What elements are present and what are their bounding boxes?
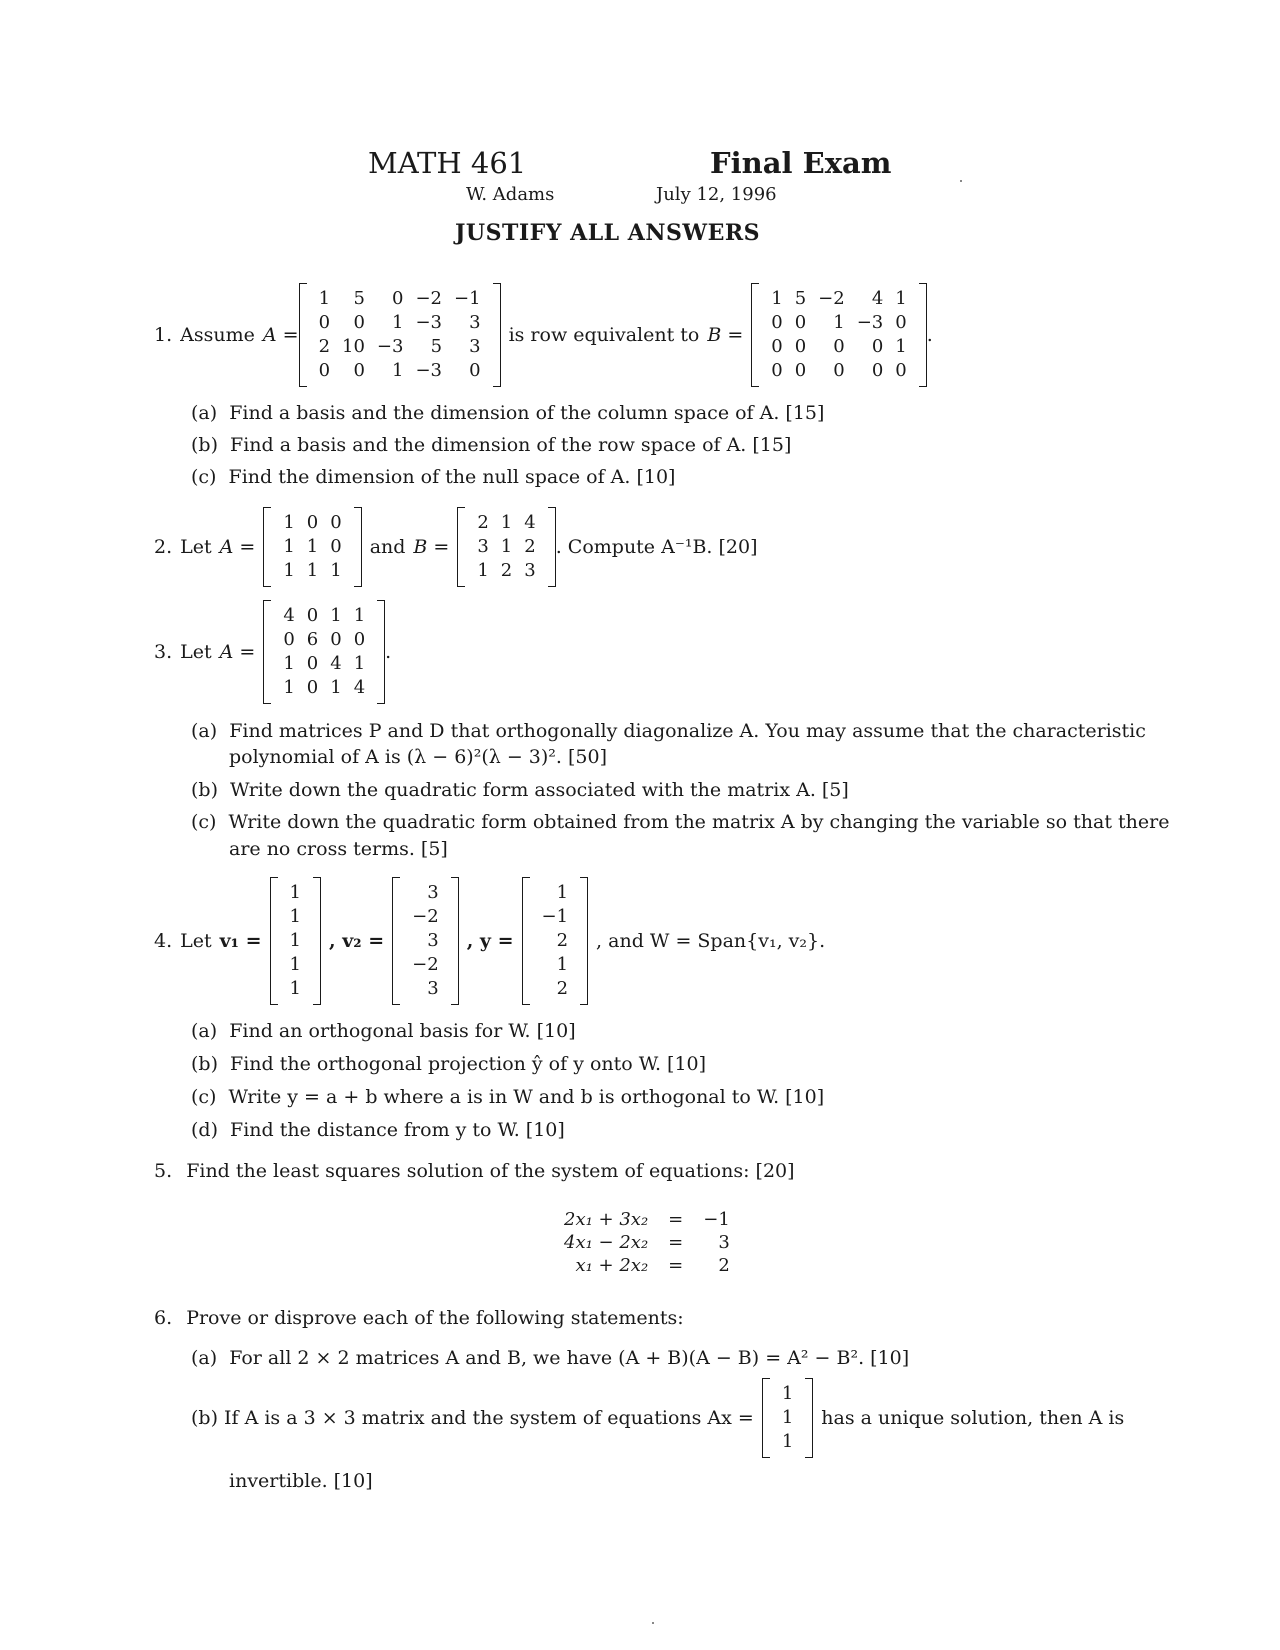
q6-part-a-label: (a) [191, 1347, 218, 1369]
matrix-entry: 0 [469, 360, 481, 382]
q4-v1-label: v₁ = [219, 929, 262, 952]
matrix-entry: 0 [306, 677, 319, 699]
matrix-entry: 0 [794, 360, 807, 382]
q4-part-d-label: (d) [191, 1119, 218, 1141]
q6-part-a [191, 1347, 909, 1370]
question-5-statement [154, 1160, 795, 1183]
matrix-entry: 2 [318, 336, 331, 358]
matrix-entry: −2 [412, 906, 439, 928]
q4-v2-label: , v₂ = [329, 929, 385, 952]
matrix-row [284, 881, 307, 905]
matrix-entry: −3 [376, 336, 404, 358]
q1-part-a-label: (a) [191, 402, 218, 424]
matrix-entry: 0 [871, 360, 884, 382]
q1-part-b-label: (b) [191, 434, 218, 456]
matrix-row [406, 977, 445, 1001]
matrix-entry: 0 [306, 605, 319, 627]
q4-part-a [191, 1020, 576, 1043]
matrix-row [277, 652, 371, 676]
matrix-entry: 2 [500, 560, 513, 582]
matrix-entry: 4 [524, 512, 536, 534]
matrix-entry: 1 [477, 560, 489, 582]
matrix-entry: 1 [283, 560, 295, 582]
q3-matrix-a [263, 600, 385, 704]
question-3-lead: Let [180, 640, 212, 663]
matrix-row [313, 287, 487, 311]
question-1-lead: Assume [180, 323, 255, 346]
matrix-entry: 1 [283, 536, 295, 558]
matrix-entry: 0 [895, 312, 907, 334]
q6-part-b-tail: has a unique solution, then A is [821, 1406, 1125, 1429]
matrix-entry: 10 [342, 336, 365, 358]
q4-part-b [191, 1053, 706, 1076]
matrix-entry: −3 [415, 360, 443, 382]
matrix-entry: 1 [771, 288, 783, 310]
q3-part-c-line2: are no cross terms. [5] [229, 838, 448, 860]
equation-rhs: 2 [718, 1254, 730, 1276]
matrix-entry: 1 [895, 336, 907, 358]
matrix-entry: 1 [318, 288, 331, 310]
question-4-number: 4. [154, 929, 173, 952]
q3-part-a-label: (a) [191, 720, 218, 742]
matrix-row [471, 511, 541, 535]
matrix-entry: 1 [353, 605, 366, 627]
equation-row [560, 1254, 734, 1277]
question-4-statement [154, 877, 833, 1005]
q4-part-c-label: (c) [191, 1086, 217, 1108]
equation-equals: = [668, 1231, 684, 1253]
matrix-row [406, 929, 445, 953]
matrix-entry: 4 [330, 653, 342, 675]
matrix-row [284, 977, 307, 1001]
matrix-entry: 0 [353, 312, 365, 334]
q1-matrix-b-label: B = [707, 323, 744, 346]
q3-part-b-label: (b) [191, 779, 218, 801]
matrix-entry: 0 [283, 629, 295, 651]
q6-part-b [191, 1378, 1132, 1458]
q1-end-period: . [926, 323, 933, 346]
question-5-number: 5. [154, 1160, 173, 1182]
matrix-entry: 1 [500, 512, 513, 534]
matrix-entry: −2 [415, 288, 443, 310]
matrix-entry: 0 [871, 336, 884, 358]
question-6-number: 6. [154, 1307, 173, 1329]
matrix-entry: 1 [330, 605, 342, 627]
matrix-entry: 3 [477, 536, 489, 558]
q2-compute-text: . Compute A⁻¹B. [20] [555, 535, 758, 558]
matrix-entry: 2 [556, 978, 569, 1000]
question-6-text: Prove or disprove each of the following statements: [186, 1307, 684, 1329]
matrix-row [284, 929, 307, 953]
matrix-row [776, 1382, 799, 1406]
matrix-entry: 0 [833, 336, 845, 358]
matrix-entry: 0 [794, 336, 807, 358]
matrix-entry: 2 [556, 930, 569, 952]
question-5-text: Find the least squares solution of the system of equations: [20] [186, 1160, 795, 1182]
matrix-entry: 0 [306, 512, 319, 534]
matrix-entry: 0 [353, 360, 365, 382]
q2-matrix-b [457, 507, 555, 587]
matrix-entry: 1 [392, 312, 404, 334]
q3-part-a-text: Find matrices P and D that orthogonally diagonalize A. You may assume that the characteristic [229, 720, 1146, 742]
equation-row [560, 1208, 734, 1231]
matrix-row [277, 676, 371, 700]
matrix-entry: 1 [781, 1431, 794, 1453]
matrix-entry: −2 [818, 288, 845, 310]
matrix-entry: 0 [330, 512, 342, 534]
matrix-entry: 0 [306, 653, 319, 675]
matrix-row [277, 559, 347, 583]
matrix-entry: 2 [477, 512, 489, 534]
matrix-row [313, 359, 487, 383]
matrix-row [284, 953, 307, 977]
matrix-entry: −1 [454, 288, 481, 310]
q1-part-a-text: Find a basis and the dimension of the column space of A. [15] [229, 402, 825, 424]
q4-span-text: , and W = Span{v₁, v₂}. [596, 929, 826, 952]
matrix-row [313, 311, 487, 335]
matrix-entry: 2 [524, 536, 536, 558]
question-6-statement [154, 1307, 684, 1330]
q4-part-b-label: (b) [191, 1053, 218, 1075]
q6-part-b-text: If A is a 3 × 3 matrix and the system of equations Ax = [224, 1406, 754, 1429]
q1-part-c-text: Find the dimension of the null space of A. [10] [228, 466, 676, 488]
q4-part-c [191, 1086, 824, 1109]
matrix-entry: 0 [353, 629, 366, 651]
matrix-row [765, 311, 912, 335]
q3-part-c-text: Write down the quadratic form obtained from the matrix A by changing the variable so that there [228, 811, 1170, 833]
question-3-number: 3. [154, 640, 173, 663]
q1-matrix-a [299, 283, 501, 387]
matrix-row [536, 881, 575, 905]
equation-rhs: −1 [703, 1208, 730, 1230]
q1-part-c [191, 466, 675, 489]
q2-matrix-b-label: B = [413, 535, 450, 558]
instruction-heading: JUSTIFY ALL ANSWERS [455, 220, 761, 246]
matrix-entry: −3 [415, 312, 443, 334]
matrix-entry: 1 [556, 882, 569, 904]
matrix-row [406, 953, 445, 977]
q2-matrix-a-label: A = [219, 535, 256, 558]
matrix-entry: 1 [895, 288, 907, 310]
matrix-entry: 1 [289, 978, 301, 1000]
matrix-entry: 3 [427, 882, 439, 904]
matrix-row [313, 335, 487, 359]
q5-equation-system [560, 1208, 734, 1277]
equation-rhs: 3 [718, 1231, 730, 1253]
matrix-entry: 0 [318, 360, 331, 382]
matrix-entry: 1 [289, 906, 301, 928]
q1-part-b-text: Find a basis and the dimension of the row space of A. [15] [230, 434, 792, 456]
matrix-entry: 1 [833, 312, 845, 334]
matrix-entry: 1 [289, 882, 301, 904]
matrix-entry: 1 [500, 536, 513, 558]
matrix-entry: 4 [353, 677, 366, 699]
q6-part-b-label: (b) [191, 1406, 218, 1429]
matrix-entry: 1 [781, 1383, 794, 1405]
matrix-row [536, 953, 575, 977]
q3-matrix-a-label: A = [219, 640, 256, 663]
q4-y-label: , y = [466, 929, 514, 952]
question-1-statement [154, 283, 933, 387]
equation-lhs: 2x₁ + 3x₂ [564, 1208, 649, 1230]
matrix-entry: 3 [427, 978, 439, 1000]
matrix-entry: 1 [392, 360, 404, 382]
q4-vector-v2 [392, 877, 459, 1005]
q1-part-a [191, 402, 824, 425]
matrix-row [536, 929, 575, 953]
matrix-entry: 1 [330, 677, 342, 699]
matrix-entry: 1 [556, 954, 569, 976]
matrix-row [406, 905, 445, 929]
matrix-entry: 1 [781, 1407, 794, 1429]
exam-title: Final Exam [710, 146, 892, 180]
matrix-entry: 0 [330, 536, 342, 558]
q3-part-c [191, 811, 1169, 834]
matrix-row [776, 1406, 799, 1430]
matrix-entry: 1 [283, 653, 295, 675]
q4-part-a-text: Find an orthogonal basis for W. [10] [229, 1020, 576, 1042]
equation-equals: = [668, 1208, 684, 1230]
matrix-entry: 1 [353, 653, 366, 675]
q3-part-b-text: Write down the quadratic form associated with the matrix A. [5] [230, 779, 849, 801]
q4-part-d [191, 1119, 565, 1142]
course-title: MATH 461 [368, 146, 527, 180]
equation-equals: = [668, 1254, 684, 1276]
q3-part-a [191, 720, 1146, 743]
matrix-entry: 5 [353, 288, 365, 310]
matrix-entry: 3 [524, 560, 536, 582]
q2-matrix-a [263, 507, 361, 587]
matrix-entry: −3 [856, 312, 884, 334]
q6-part-b-line2: invertible. [10] [229, 1470, 373, 1492]
exam-date: July 12, 1996 [656, 184, 777, 205]
matrix-entry: 0 [895, 360, 907, 382]
matrix-entry: 6 [306, 629, 319, 651]
q3-end-period: . [385, 640, 392, 663]
scan-speck [652, 1622, 654, 1624]
matrix-entry: −2 [412, 954, 439, 976]
matrix-row [765, 287, 912, 311]
matrix-entry: 1 [289, 954, 301, 976]
matrix-entry: 0 [771, 360, 783, 382]
question-4-lead: Let [180, 929, 212, 952]
matrix-row [277, 511, 347, 535]
matrix-entry: 3 [469, 336, 481, 358]
q1-part-c-label: (c) [191, 466, 217, 488]
q4-part-a-label: (a) [191, 1020, 218, 1042]
matrix-row [471, 535, 541, 559]
matrix-entry: 5 [794, 288, 807, 310]
matrix-row [536, 977, 575, 1001]
matrix-row [471, 559, 541, 583]
q1-matrix-a-label: A = [262, 323, 299, 346]
question-1-number: 1. [154, 323, 173, 346]
matrix-entry: 1 [330, 560, 342, 582]
matrix-entry: 1 [306, 560, 319, 582]
q1-middle-text: is row equivalent to [508, 323, 700, 346]
q4-vector-v1 [270, 877, 321, 1005]
q4-vector-y [522, 877, 589, 1005]
matrix-row [277, 604, 371, 628]
matrix-row [536, 905, 575, 929]
matrix-entry: 0 [318, 312, 331, 334]
matrix-entry: 1 [283, 512, 295, 534]
matrix-entry: 0 [392, 288, 404, 310]
q4-part-d-text: Find the distance from y to W. [10] [230, 1119, 565, 1141]
q1-matrix-b [751, 283, 926, 387]
matrix-row [277, 628, 371, 652]
q6-part-a-text: For all 2 × 2 matrices A and B, we have (A + B)(A − B) = A² − B². [10] [229, 1347, 910, 1369]
matrix-entry: 5 [430, 336, 443, 358]
matrix-row [765, 359, 912, 383]
matrix-entry: −1 [541, 906, 569, 928]
scan-speck [960, 180, 962, 182]
equation-lhs: x₁ + 2x₂ [575, 1254, 649, 1276]
q3-part-b [191, 779, 849, 802]
matrix-entry: 3 [427, 930, 439, 952]
matrix-entry: 4 [283, 605, 295, 627]
matrix-entry: 1 [283, 677, 295, 699]
matrix-entry: 0 [794, 312, 807, 334]
equation-row [560, 1231, 734, 1254]
question-2-lead: Let [180, 535, 212, 558]
matrix-row [284, 905, 307, 929]
q2-and-text: and [369, 535, 406, 558]
matrix-entry: 1 [306, 536, 319, 558]
matrix-row [406, 881, 445, 905]
question-3-statement [154, 600, 391, 704]
equation-lhs: 4x₁ − 2x₂ [564, 1231, 649, 1253]
matrix-entry: 0 [330, 629, 342, 651]
matrix-row [776, 1430, 799, 1454]
question-2-number: 2. [154, 535, 173, 558]
q3-part-c-label: (c) [191, 811, 217, 833]
matrix-entry: 4 [871, 288, 884, 310]
instructor-name: W. Adams [466, 184, 555, 205]
matrix-row [765, 335, 912, 359]
question-2-statement [154, 507, 758, 587]
q4-part-c-text: Write y = a + b where a is in W and b is orthogonal to W. [10] [228, 1086, 825, 1108]
matrix-entry: 0 [771, 312, 783, 334]
matrix-row [277, 535, 347, 559]
q4-part-b-text: Find the orthogonal projection ŷ of y onto W. [10] [230, 1053, 707, 1075]
q6-part-b-vector [762, 1378, 813, 1458]
matrix-entry: 1 [289, 930, 301, 952]
matrix-entry: 0 [833, 360, 845, 382]
q3-part-a-line2: polynomial of A is (λ − 6)²(λ − 3)². [50] [229, 746, 607, 768]
matrix-entry: 0 [771, 336, 783, 358]
matrix-entry: 3 [469, 312, 481, 334]
q1-part-b [191, 434, 791, 457]
